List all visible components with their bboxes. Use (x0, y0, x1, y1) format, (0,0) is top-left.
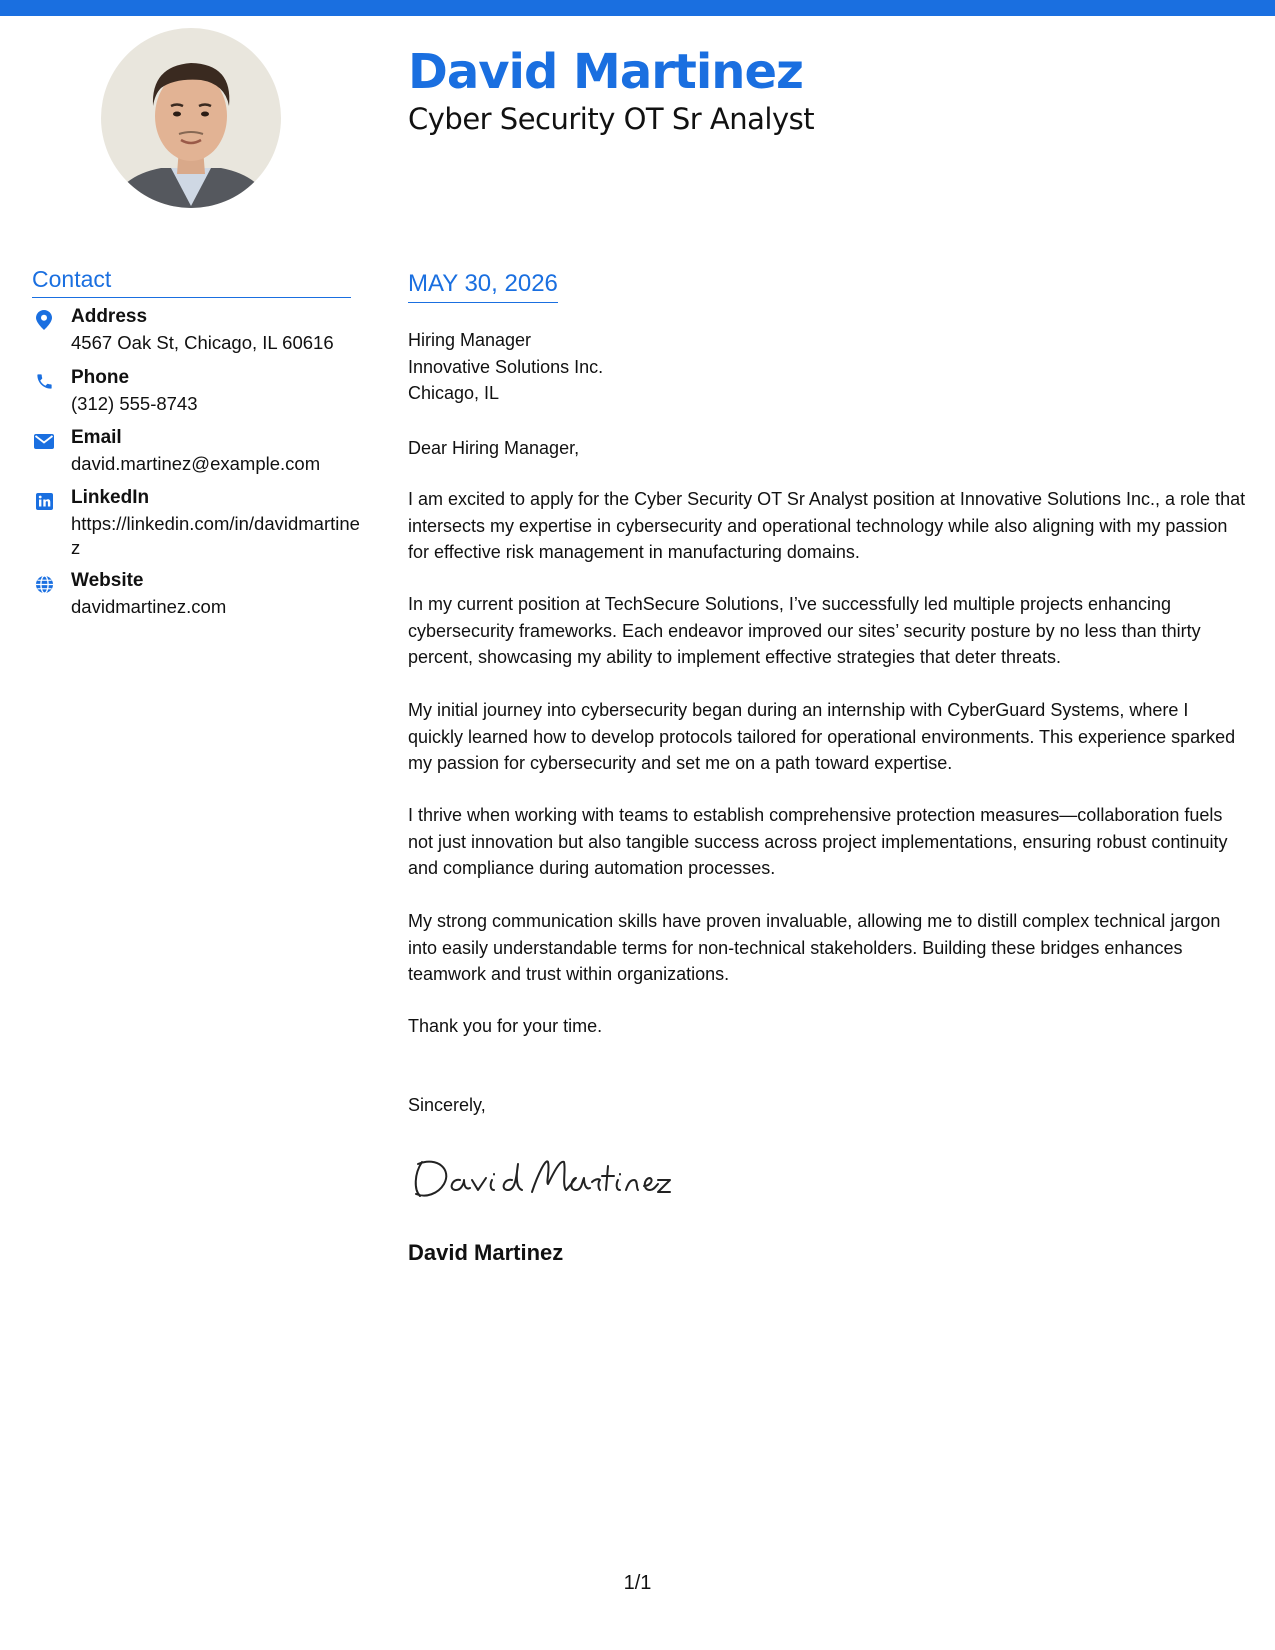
recipient-block (408, 327, 1246, 407)
location-pin-icon (34, 310, 54, 330)
handwritten-signature (408, 1152, 673, 1204)
email-value[interactable]: david.martinez@example.com (71, 453, 321, 474)
signer-name: David Martinez (408, 1240, 564, 1265)
linkedin-icon (34, 491, 54, 511)
website-label: Website (71, 570, 144, 591)
address-label: Address (71, 306, 148, 327)
address-value: 4567 Oak St, Chicago, IL 60616 (71, 332, 334, 353)
phone-label: Phone (71, 367, 130, 388)
top-accent-bar (0, 0, 1275, 16)
letter-paragraph: In my current position at TechSecure Solutions, I’ve successfully led multiple projects enhancing cybersecurity frameworks. Each endeavor improved our sites’ security posture by no less than thirty percent, showcasing my ability to implement effective strategies that deter threats. (408, 594, 1201, 667)
website-value[interactable]: davidmartinez.com (71, 596, 227, 617)
letter-paragraph: I thrive when working with teams to establish comprehensive protection measures—collaboration fuels not just innovation but also tangible success across project implementations, ensuring robust continuity and compliance during automation processes. (408, 805, 1228, 878)
recipient-line: Chicago, IL (408, 383, 500, 403)
email-label: Email (71, 427, 122, 448)
greeting: Dear Hiring Manager, (408, 438, 580, 458)
linkedin-label: LinkedIn (71, 487, 150, 508)
recipient-line: Innovative Solutions Inc. (408, 356, 604, 377)
letter-paragraph: Thank you for your time. (408, 1016, 603, 1036)
letter-paragraph: My initial journey into cybersecurity began during an internship with CyberGuard Systems, where I quickly learned how to develop protocols tailored for operational environments. This experience sparked my passion for cybersecurity and set me on a path toward expertise. (408, 700, 1236, 773)
globe-icon (34, 574, 54, 594)
recipient-line: Hiring Manager (408, 330, 532, 350)
closing: Sincerely, (408, 1095, 486, 1115)
phone-value: (312) 555-8743 (71, 393, 198, 414)
letter-paragraph: I am excited to apply for the Cyber Security OT Sr Analyst position at Innovative Solutions Inc., a role that intersects my expertise in cybersecurity and operational technology while also aligning with my passion for effective risk management in manufacturing domains. (408, 489, 1246, 562)
letter-date: MAY 30, 2026 (408, 270, 558, 303)
email-icon (34, 431, 54, 451)
linkedin-value[interactable]: https://linkedin.com/in/davidmartinez (71, 513, 360, 558)
contact-heading: Contact (32, 266, 351, 298)
profile-photo (101, 28, 281, 208)
applicant-name: David Martinez (408, 44, 803, 100)
phone-icon (34, 371, 54, 391)
page-number: 1/1 (623, 1572, 652, 1594)
letter-paragraph: My strong communication skills have proven invaluable, allowing me to distill complex technical jargon into easily understandable terms for non-technical stakeholders. Building these bridges enhances teamwork and trust within organizations. (408, 911, 1221, 984)
job-title: Cyber Security OT Sr Analyst (408, 102, 815, 136)
